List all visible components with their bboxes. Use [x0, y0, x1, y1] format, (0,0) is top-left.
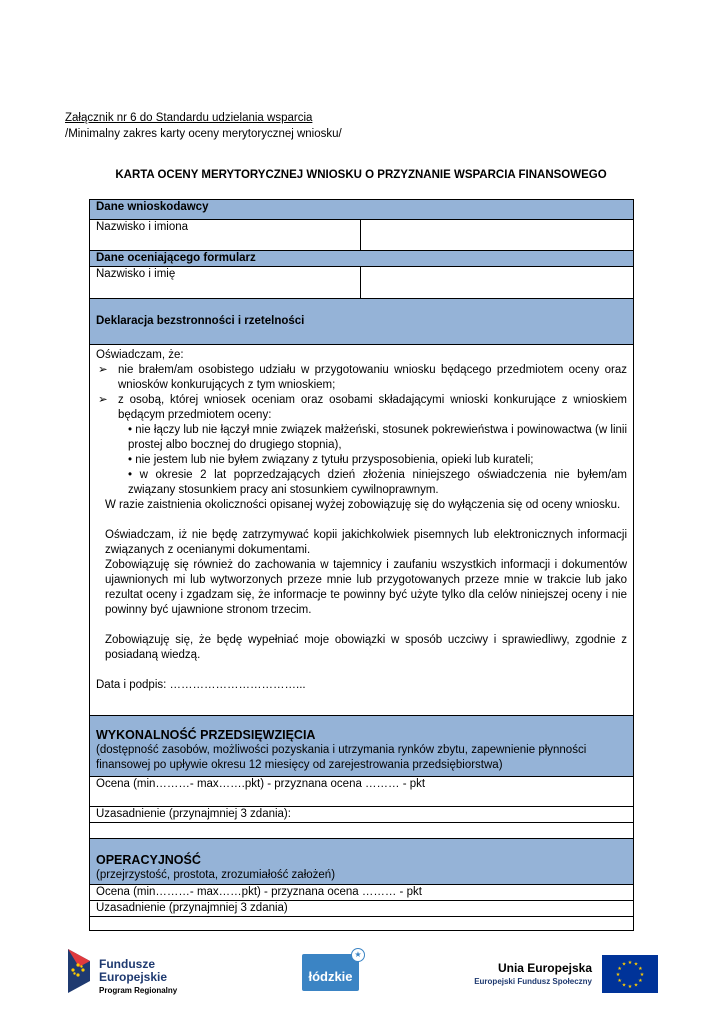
feasibility-title: WYKONALNOŚĆ PRZEDSIĘWZIĘCIA — [96, 728, 316, 742]
eu-star-icon: ★ — [627, 984, 633, 990]
eu-badge-icon: ★ — [351, 948, 365, 962]
eu-star-icon: ★ — [638, 978, 643, 984]
eu-flag-icon — [602, 955, 658, 993]
declaration-intro: Oświadczam, że: — [96, 349, 184, 361]
attachment-title: Załącznik nr 6 do Standardu udzielania wsparcia — [65, 112, 313, 124]
feasibility-section-header — [90, 716, 634, 777]
eu-star-icon: ★ — [621, 982, 627, 989]
declaration-subpoint-2: • nie jestem lub nie byłem związany z tytułu przysposobienia, opieki lub kurateli; — [128, 454, 534, 466]
feasibility-justification-field[interactable] — [90, 823, 634, 839]
declaration-conflict: W razie zaistnienia okoliczności opisanej wyżej zobowiązuję się do wyłączenia się od oceny wniosku. — [105, 499, 621, 511]
evaluation-form-table — [89, 199, 634, 931]
declaration-point-1: ➢ nie brałem/am osobistego udziału w przygotowaniu wniosku będącego przedmiotem oceny oraz wniosków konkurujących z tym wnioskiem; — [96, 363, 627, 393]
fe-line-2: Europejskie — [99, 970, 168, 984]
eu-star-icon: ★ — [633, 982, 639, 989]
eu-star-icon: ★ — [615, 972, 621, 978]
signature-line[interactable]: Data i podpis: ……………………………... — [96, 679, 306, 691]
eu-star-icon: ★ — [617, 966, 622, 972]
lodzkie-logo — [302, 950, 362, 991]
region-name: łódzkie — [308, 969, 353, 984]
eu-star-icon: ★ — [617, 978, 622, 984]
declaration-subpoint-1: • nie łączy lub nie łączył mnie związek małżeński, stosunek pokrewieństwa i powinowactwa (w linii prostej albo bocznej do drugiego stopnia), — [128, 424, 628, 451]
operability-section-header — [90, 839, 634, 885]
eu-star-icon: ★ — [638, 966, 643, 972]
assessor-name-field[interactable] — [361, 267, 634, 299]
eu-star-icon: ★ — [633, 961, 639, 968]
eu-star-icon: ★ — [627, 960, 633, 966]
document-header — [65, 110, 342, 142]
operability-description: (przejrzystość, prostota, zrozumiałość założeń) — [96, 869, 336, 881]
operability-score[interactable]: Ocena (min………- max……pkt) - przyznana ocena ……… - pkt — [90, 885, 634, 901]
attachment-subtitle: /Minimalny zakres karty oceny merytorycznej wniosku/ — [65, 128, 342, 140]
operability-title: OPERACYJNOŚĆ — [96, 853, 201, 867]
applicant-name-field[interactable] — [361, 220, 634, 251]
declaration-point-2-text: z osobą, której wniosek oceniam oraz osobami składającymi wnioski konkurujące z wnioskiem będącym przedmiotem oceny: — [118, 394, 628, 421]
fundusze-europejskie-icon — [66, 947, 92, 995]
declaration-point-2 — [96, 393, 627, 498]
declaration-honesty: Zobowiązuję się, że będę wypełniać moje obowiązki w sposób uczciwy i sprawiedliwy, zgodnie z posiadaną wiedzą. — [105, 634, 628, 661]
declaration-section-header: Deklaracja bezstronności i rzetelności — [90, 299, 634, 345]
ue-line-2: Europejski Fundusz Społeczny — [474, 977, 592, 986]
applicant-section-header: Dane wnioskodawcy — [90, 200, 634, 220]
eu-star-icon: ★ — [639, 972, 645, 978]
feasibility-description: (dostępność zasobów, możliwości pozyskania i utrzymania rynków zbytu, zapewnienie płynności finansowej po upływie okresu 12 miesięcy od zarejestrowania przedsiębiorstwa) — [96, 744, 587, 771]
eu-star-icon: ★ — [621, 961, 627, 968]
fe-line-3: Program Regionalny — [99, 986, 178, 995]
page-title: KARTA OCENY MERYTORYCZNEJ WNIOSKU O PRZYZNANIE WSPARCIA FINANSOWEGO — [115, 169, 607, 181]
unia-europejska-text — [470, 962, 592, 988]
declaration-subpoints — [118, 423, 627, 498]
fe-line-1: Fundusze — [99, 957, 155, 971]
declaration-body — [90, 345, 634, 716]
feasibility-score[interactable]: Ocena (min………- max…….pkt) - przyznana ocena ……… - pkt — [90, 777, 634, 807]
assessor-section-header: Dane oceniającego formularz — [90, 251, 634, 267]
declaration-confidentiality: Zobowiązuję się również do zachowania w tajemnicy i zaufaniu wszystkich informacji i dokumentów ujawnionych mi lub wytworzonych przeze mnie lub przygotowanych przeze mnie w trakcie lub jako rezultat oceny i zgadzam się, że informacje te powinny być użyte tylko dla celów niniejszej oceny i nie powinny być ujawnione stronom trzecim. — [105, 559, 628, 616]
declaration-subpoint-3: • w okresie 2 lat poprzedzających dzień złożenia niniejszego oświadczenia nie byłem/am związany stosunkiem pracy ani stosunkiem cywilnoprawnym. — [128, 469, 628, 496]
footer-logos — [0, 940, 724, 1000]
ue-line-1: Unia Europejska — [497, 961, 592, 975]
assessor-name-label: Nazwisko i imię — [90, 267, 361, 299]
fundusze-europejskie-logo — [66, 947, 196, 997]
applicant-name-label: Nazwisko i imiona — [90, 220, 361, 251]
declaration-copies: Oświadczam, iż nie będę zatrzymywać kopii jakichkolwiek pisemnych lub elektronicznych informacji związanych z ocenianymi dokumentami. — [105, 529, 628, 556]
operability-justification[interactable]: Uzasadnienie (przynajmniej 3 zdania) — [90, 901, 634, 917]
operability-justification-field[interactable] — [90, 917, 634, 931]
feasibility-justification[interactable]: Uzasadnienie (przynajmniej 3 zdania): — [90, 807, 634, 823]
